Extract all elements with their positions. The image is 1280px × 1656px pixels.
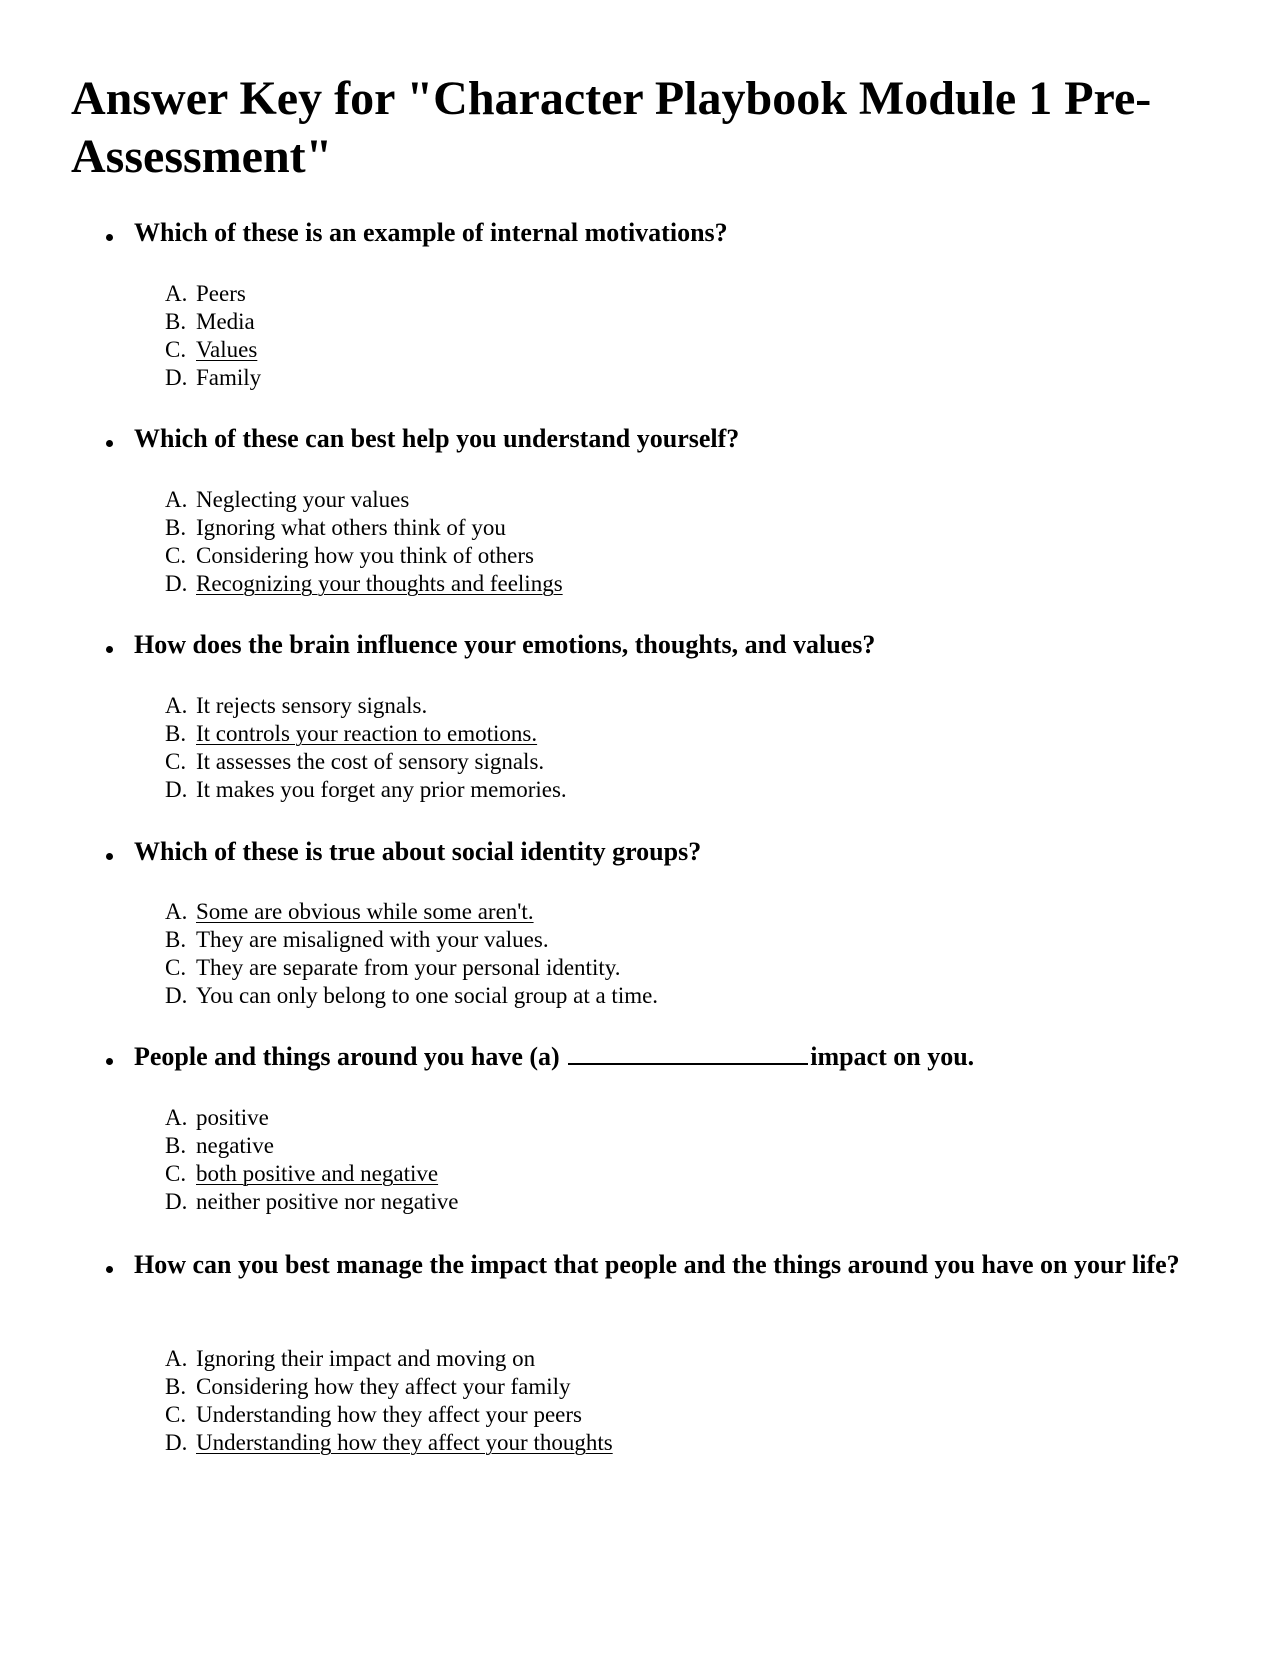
option-text: It rejects sensory signals. [196, 693, 428, 718]
option-a [165, 1345, 613, 1373]
option-a [165, 692, 567, 720]
option-d [165, 1429, 613, 1457]
option-letter: A. [165, 1346, 188, 1371]
option-letter: D. [165, 1430, 188, 1455]
option-d [165, 364, 261, 392]
option-letter: A. [165, 281, 188, 306]
option-d [165, 1188, 459, 1216]
option-b [165, 1373, 613, 1401]
correct-answer-text: Recognizing your thoughts and feelings [196, 571, 563, 596]
option-letter: B. [165, 515, 187, 540]
option-text: They are misaligned with your values. [196, 927, 549, 952]
option-text: It makes you forget any prior memories. [196, 777, 567, 802]
option-text: Understanding how they affect your peers [196, 1402, 582, 1427]
page-title: Answer Key for "Character Playbook Module 1 Pre-Assessment" [71, 72, 1152, 183]
question-text [134, 1040, 1194, 1074]
bullet-icon [106, 1058, 113, 1065]
option-c [165, 954, 658, 982]
option-letter: D. [165, 983, 188, 1008]
bullet-icon [106, 440, 113, 447]
option-letter: C. [165, 337, 187, 362]
option-text: positive [196, 1105, 269, 1130]
option-b [165, 1132, 459, 1160]
bullet-icon [106, 1266, 113, 1273]
option-list [165, 1104, 459, 1216]
question-text: Which of these is true about social identity groups? [134, 837, 702, 866]
option-a [165, 898, 658, 926]
option-letter: A. [165, 693, 188, 718]
option-b [165, 308, 261, 336]
option-a [165, 1104, 459, 1132]
option-a [165, 486, 563, 514]
option-letter: B. [165, 1374, 187, 1399]
option-text: Media [196, 309, 255, 334]
option-c [165, 542, 563, 570]
option-d [165, 982, 658, 1010]
question-text: How can you best manage the impact that people and the things around you have on your life? [134, 1250, 1180, 1279]
option-b [165, 926, 658, 954]
bullet-icon [106, 646, 113, 653]
option-letter: D. [165, 777, 188, 802]
option-letter: C. [165, 955, 187, 980]
option-letter: A. [165, 487, 188, 512]
option-c [165, 1401, 613, 1429]
option-text: Peers [196, 281, 246, 306]
option-letter: D. [165, 571, 188, 596]
question-text: Which of these is an example of internal motivations? [134, 218, 728, 247]
bullet-icon [106, 234, 113, 241]
bullet-icon [106, 853, 113, 860]
answer-blank [568, 1041, 808, 1065]
option-text: Considering how they affect your family [196, 1374, 571, 1399]
option-letter: A. [165, 1105, 188, 1130]
option-list [165, 280, 261, 392]
option-text: neither positive nor negative [196, 1189, 459, 1214]
option-letter: C. [165, 749, 187, 774]
option-text: Neglecting your values [196, 487, 410, 512]
option-c [165, 1160, 459, 1188]
option-letter: B. [165, 309, 187, 334]
question-text: How does the brain influence your emotions, thoughts, and values? [134, 630, 876, 659]
option-c [165, 336, 261, 364]
option-text: Ignoring their impact and moving on [196, 1346, 536, 1371]
option-text: They are separate from your personal identity. [196, 955, 621, 980]
correct-answer-text: Some are obvious while some aren't. [196, 899, 534, 924]
question-text-before-blank: People and things around you have (a) [134, 1042, 560, 1071]
question-text: Which of these can best help you understand yourself? [134, 424, 740, 453]
correct-answer-text: Understanding how they affect your thoughts [196, 1430, 613, 1455]
option-letter: B. [165, 927, 187, 952]
option-letter: D. [165, 1189, 188, 1214]
option-letter: C. [165, 1161, 187, 1186]
option-text: Ignoring what others think of you [196, 515, 506, 540]
option-letter: B. [165, 721, 187, 746]
option-letter: B. [165, 1133, 187, 1158]
option-d [165, 776, 567, 804]
option-b [165, 514, 563, 542]
question-text-after-blank: impact on you. [810, 1042, 975, 1071]
correct-answer-text: both positive and negative [196, 1161, 439, 1186]
correct-answer-text: It controls your reaction to emotions. [196, 721, 538, 746]
option-text: It assesses the cost of sensory signals. [196, 749, 545, 774]
option-list [165, 692, 567, 804]
option-b [165, 720, 567, 748]
option-text: Family [196, 365, 262, 390]
option-list [165, 486, 563, 598]
option-list [165, 898, 658, 1010]
option-letter: C. [165, 1402, 187, 1427]
option-c [165, 748, 567, 776]
option-text: Considering how you think of others [196, 543, 534, 568]
option-letter: A. [165, 899, 188, 924]
option-a [165, 280, 261, 308]
option-letter: D. [165, 365, 188, 390]
option-list [165, 1345, 613, 1457]
option-text: You can only belong to one social group at a time. [196, 983, 659, 1008]
option-text: negative [196, 1133, 274, 1158]
option-d [165, 570, 563, 598]
option-letter: C. [165, 543, 187, 568]
correct-answer-text: Values [196, 337, 258, 362]
